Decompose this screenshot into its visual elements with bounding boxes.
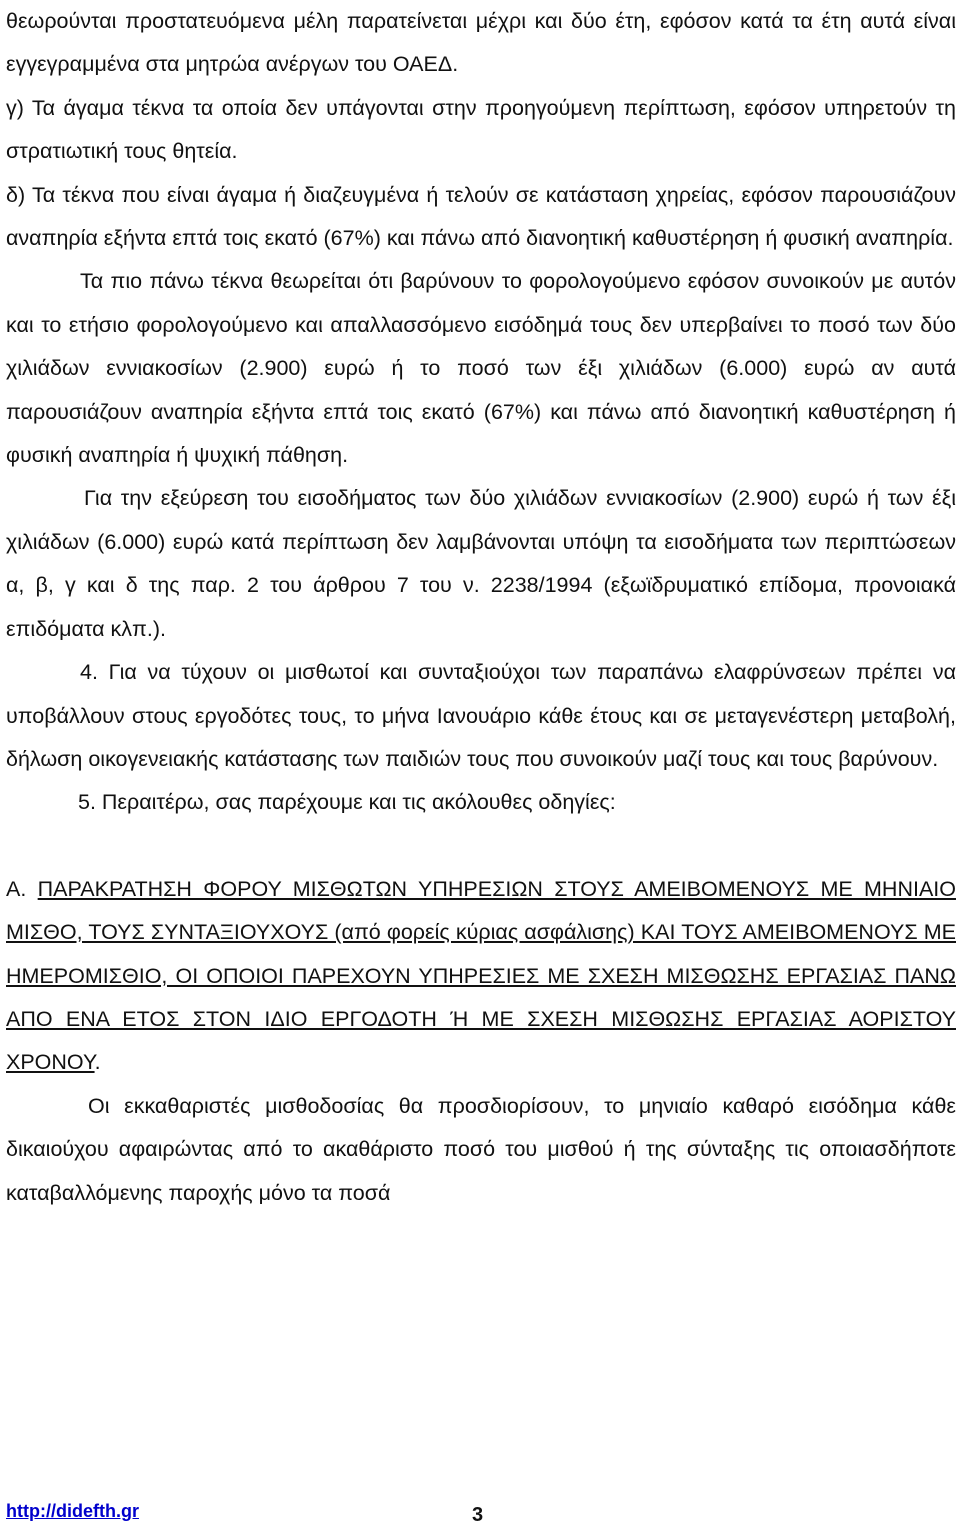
section-letter: Α.: [6, 876, 27, 901]
paragraph-case-c: γ) Τα άγαμα τέκνα τα οποία δεν υπάγονται στην προηγούμενη περίπτωση, εφόσον υπηρετούν τη στρατιωτική τους θητεία.: [6, 95, 956, 164]
section-heading-text: ΠΑΡΑΚΡΑΤΗΣΗ ΦΟΡΟΥ ΜΙΣΘΩΤΩΝ ΥΠΗΡΕΣΙΩΝ ΣΤΟΥΣ ΑΜΕΙΒΟΜΕΝΟΥΣ ΜΕ ΜΗΝΙΑΙΟ ΜΙΣΘΟ, ΤΟΥΣ ΣΥΝΤΑΞΙΟΥΧΟΥΣ (από φορείς κύριας ασφάλισης) ΚΑΙ ΤΟΥΣ ΑΜΕΙΒΟΜΕΝΟΥΣ ΜΕ ΗΜΕΡΟΜΙΣΘΙΟ, ΟΙ ΟΠΟΙΟΙ ΠΑΡΕΧΟΥΝ ΥΠΗΡΕΣΙΕΣ ΜΕ ΣΧΕΣΗ ΜΙΣΘΩΣΗΣ ΕΡΓΑΣΙΑΣ ΠΑΝΩ ΑΠΟ ΕΝΑ ΕΤΟΣ ΣΤΟΝ ΙΔΙΟ ΕΡΓΟΔΟΤΗ Ή ΜΕ ΣΧΕΣΗ ΜΙΣΘΩΣΗΣ ΕΡΓΑΣΙΑΣ ΑΟΡΙΣΤΟΥ ΧΡΟΝΟΥ: [6, 876, 956, 1075]
paragraph-point-5: 5. Περαιτέρω, σας παρέχουμε και τις ακόλουθες οδηγίες:: [78, 790, 616, 815]
paragraph-payroll-liquidators: Οι εκκαθαριστές μισθοδοσίας θα προσδιορίσουν, το μηνιαίο καθαρό εισόδημα κάθε δικαιούχου αφαιρώντας από το ακαθάριστο ποσό του μισθού ή της σύνταξης τις οποιασδήποτε καταβαλλόμενης παροχής μόνο τα ποσά: [6, 1093, 956, 1205]
paragraph-point-4: 4. Για να τύχουν οι μισθωτοί και συνταξιούχοι των παραπάνω ελαφρύνσεων πρέπει να υποβάλλουν στους εργοδότες τους, το μήνα Ιανουάριο κάθε έτους και σε μεταγενέστερη μεταβολή, δήλωση οικογενειακής κατάστασης των παιδιών τους που συνοικούν μαζί τους και τους βαρύνουν.: [6, 660, 956, 771]
paragraph-protected-members: θεωρούνται προστατευόμενα μέλη παρατείνεται μέχρι και δύο έτη, εφόσον κατά τα έτη αυτά είναι εγγεγραμμένα στα μητρώα ανέργων του ΟΑΕΔ.: [6, 9, 956, 77]
footer-website-link[interactable]: http://didefth.gr: [6, 1501, 139, 1521]
document-body: [6, 0, 956, 1215]
paragraph-case-d: δ) Τα τέκνα που είναι άγαμα ή διαζευγμένα ή τελούν σε κατάσταση χηρείας, εφόσον παρουσιάζουν αναπηρία εξήντα επτά τοις εκατό (67%) και πάνω από διανοητική καθυστέρηση ή φυσική αναπηρία.: [6, 182, 956, 251]
paragraph-income-limit: Τα πιο πάνω τέκνα θεωρείται ότι βαρύνουν το φορολογούμενο εφόσον συνοικούν με αυτόν και το ετήσιο φορολογούμενο και απαλλασσόμενο εισόδημά τους δεν υπερβαίνει το ποσό των δύο χιλιάδων εννιακοσίων (2.900) ευρώ ή το ποσό των έξι χιλιάδων (6.000) ευρώ αν αυτά παρουσιάζουν αναπηρία εξήντα επτά τοις εκατό (67%) και πάνω από διανοητική καθυστέρηση ή φυσική αναπηρία ή ψυχική πάθηση.: [6, 269, 956, 468]
section-heading-end: .: [94, 1050, 101, 1075]
paragraph-income-calculation: Για την εξεύρεση του εισοδήματος των δύο χιλιάδων εννιακοσίων (2.900) ευρώ ή των έξι χιλιάδων (6.000) ευρώ κατά περίπτωση δεν λαμβάνονται υπόψη τα εισοδήματα των περιπτώσεων α, β, γ και δ της παρ. 2 του άρθρου 7 του ν. 2238/1994 (εξωϊδρυματικό επίδομα, προνοιακά επιδόματα κλπ.).: [6, 486, 956, 641]
section-a-heading: [6, 868, 956, 1085]
page-number: 3: [472, 1504, 484, 1526]
